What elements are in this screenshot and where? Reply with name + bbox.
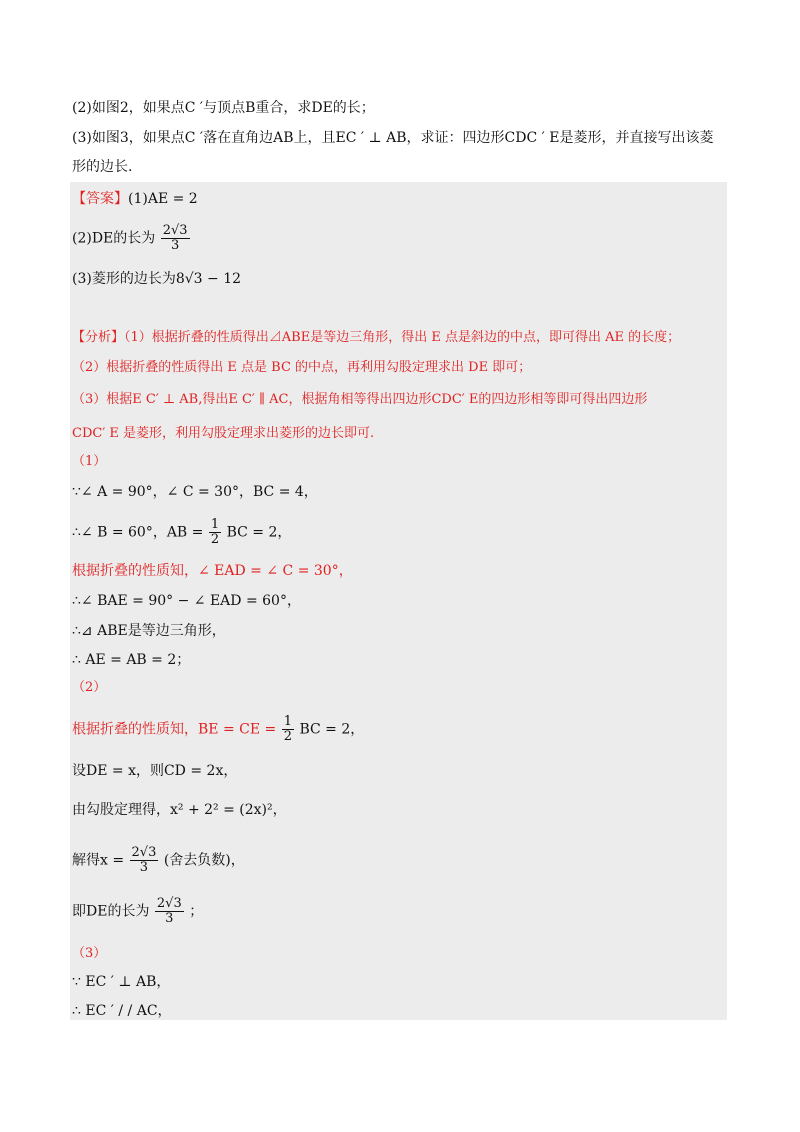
fraction-numerator: 2√3 [131,845,157,860]
fraction-denominator: 2 [210,532,220,547]
answer-2-fraction [161,224,190,253]
solution-3-line-2: ∴ EC ′ / / AC， [72,1003,172,1019]
fraction-denominator: 3 [165,911,174,926]
solution-1-line-5: ∴⊿ ABE是等边三角形， [72,623,226,639]
question-3-line-2: 形的边长. [72,159,133,175]
solution-2-fraction [282,715,294,744]
answer-line-1 [72,189,198,209]
solution-2-line-4-suffix: (舍去负数)， [163,852,245,869]
answer-1: (1)AE = 2 [128,191,198,207]
fraction-numerator: 2√3 [156,896,182,911]
solution-3-line-1: ∵ EC ′ ⊥ AB， [72,974,171,990]
answer-label: 【答案】 [72,191,128,207]
solution-1-line-2 [72,518,291,547]
analysis-line-4: CDC′ E 是菱形，利用勾股定理求出菱形的边长即可. [72,426,375,441]
solution-1-line-3: 根据折叠的性质知，∠ EAD = ∠ C = 30°， [72,563,353,579]
answer-line-2 [72,224,191,253]
analysis-line-2: （2）根据折叠的性质得出 E 点是 BC 的中点，再利用勾股定理求出 DE 即可； [72,360,532,375]
solution-1-line-2-prefix: ∴∠ B = 60°，AB = [72,524,204,541]
analysis-label: 【分析】 [72,330,125,345]
solution-1-line-2-suffix: BC = 2， [226,524,292,541]
solution-2-line-5-suffix: ； [189,903,204,920]
fraction-numerator: 1 [210,517,220,532]
fraction-denominator: 3 [139,860,149,875]
solution-3-heading: （3） [72,946,107,961]
solution-1-fraction [209,518,221,547]
fraction-denominator: 3 [171,238,180,253]
question-2: (2)如图2，如果点C ′与顶点B重合，求DE的长； [72,100,375,116]
solution-2-line-2: 设DE = x，则CD = 2x， [72,763,238,779]
solution-2-de-fraction [155,897,184,926]
solution-2-line-5 [72,897,203,926]
answer-line-3: (3)菱形的边长为8√3 − 12 [72,271,242,287]
solution-1-line-1: ∵∠ A = 90°，∠ C = 30°，BC = 4， [72,484,318,500]
analysis-line-3: （3）根据E C′ ⊥ AB,得出E C′ ∥ AC，根据角相等得出四边形CDC′ E的四边形相等即可得出四边形 [72,392,648,407]
solution-2-line-4 [72,846,245,875]
solution-2-line-3: 由勾股定理得，x² + 2² = (2x)²， [72,802,287,818]
fraction-numerator: 2√3 [162,223,188,238]
solution-2-line-1 [72,715,364,744]
solution-2-line-4-prefix: 解得x = [72,852,125,869]
question-3-line-1: (3)如图3，如果点C ′落在直角边AB上，且EC ′ ⊥ AB，求证：四边形CDC ′ E是菱形，并直接写出该菱 [72,130,714,146]
solution-1-line-4: ∴∠ BAE = 90° − ∠ EAD = 60°， [72,593,301,609]
analysis-line-1 [72,328,680,348]
solution-2-line-1-prefix: 根据折叠的性质知，BE = CE = [72,721,277,738]
fraction-numerator: 1 [283,714,292,729]
solution-2-x-fraction [130,846,159,875]
solution-2-line-5-prefix: 即DE的长为 [72,903,150,920]
solution-2-heading: （2） [72,680,107,695]
solution-2-line-1-suffix: BC = 2， [299,721,365,738]
analysis-text-1: （1）根据折叠的性质得出⊿ABE是等边三角形，得出 E 点是斜边的中点，即可得出 AE 的长度； [124,330,681,345]
answer-2-prefix: (2)DE的长为 [72,230,156,247]
solution-1-heading: （1） [72,454,107,469]
fraction-denominator: 2 [283,729,292,744]
solution-1-line-6: ∴ AE = AB = 2； [72,652,191,668]
